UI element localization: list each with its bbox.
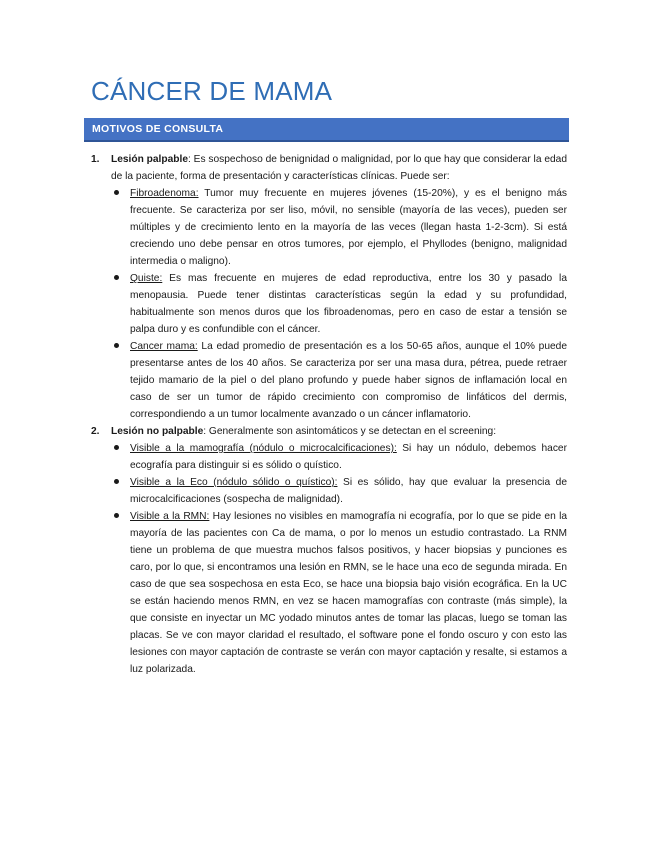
bullet-label: Cancer mama: — [130, 341, 198, 352]
bullet-icon — [114, 445, 119, 450]
item-paragraph — [111, 423, 567, 440]
section-header — [84, 118, 569, 142]
item-label: Lesión palpable — [111, 154, 188, 165]
list-item — [91, 151, 567, 423]
bullet-label: Fibroadenoma: — [130, 188, 199, 199]
bullet-icon — [114, 190, 119, 195]
bullet-text: Tumor muy frecuente en mujeres jóvenes (15-20%), y es el benigno más frecuente. Se caracteriza por ser liso, móvil, no sensible (mayoría de las veces), pueden ser múltiples y de crecimiento lento en la mayoría de las veces (llegan hasta 1-2-3cm). Si está creciendo uno debe pensar en otros tumores, por ejemplo, el Phyllodes (benigno, malignidad intermedia o maligno). — [130, 188, 567, 267]
bullet-text: Hay lesiones no visibles en mamografía ni ecografía, por lo que se pide en la mayoría de las pacientes con Ca de mama, o por lo menos un estudio contrastado. La RNM tiene un problema de que muestra muchos falsos positivos, y hacer biopsias y punciones es caro, por lo que, si encontramos una lesión en RMN, se le hace una eco de segunda mirada. En caso de que sea sospechosa en esta Eco, se hace una biopsia bajo visión ecográfica. En la UC se están haciendo menos RMN, en vez se hacen mamografías con contraste (más simple), la que consiste en inyectar un MC yodado minutos antes de tomar las placas, luego se toman las placas. Se ve con mayor claridad el resultado, el software pone el fondo oscuro y con esto las lesiones con mayor captación de contraste se verán con mayor captación y resalte, si estamos a luz polarizada. — [130, 511, 567, 675]
bullet-item — [111, 338, 567, 423]
item-text: : Generalmente son asintomáticos y se detectan en el screening: — [203, 426, 497, 437]
item-paragraph — [111, 151, 567, 185]
list-item — [91, 423, 567, 678]
bullet-icon — [114, 343, 119, 348]
page-title: CÁNCER DE MAMA — [91, 76, 333, 106]
bullet-text: Es mas frecuente en mujeres de edad reproductiva, entre los 30 y pasado la menopausia. Puede tener distintas características según la edad y su profundidad, habitualmente son menos duros que los fibroadenomas, pero en caso de estar a tensión se palpa duro y es confundible con el cáncer. — [130, 273, 567, 335]
bullet-text: Si es sólido, hay que evaluar la presencia de microcalcificaciones (sospecha de malignidad). — [130, 477, 567, 505]
bullet-label: Quiste: — [130, 273, 163, 284]
bullet-icon — [114, 479, 119, 484]
bullet-item — [111, 474, 567, 508]
document-body — [91, 151, 567, 678]
item-number: 1. — [91, 154, 100, 165]
bullet-label: Visible a la RMN: — [130, 511, 210, 522]
item-text: : Es sospechoso de benignidad o malignidad, por lo que hay que considerar la edad de la paciente, forma de presentación y características clínicas. Puede ser: — [111, 154, 567, 182]
bullet-list — [111, 440, 567, 678]
bullet-item — [111, 185, 567, 270]
bullet-icon — [114, 513, 119, 518]
bullet-item — [111, 270, 567, 338]
bullet-text: Si hay un nódulo, debemos hacer ecografía para distinguir si es sólido o quístico. — [130, 443, 567, 471]
bullet-item — [111, 440, 567, 474]
bullet-text: La edad promedio de presentación es a los 50-65 años, aunque el 10% puede presentarse antes de los 40 años. Se caracteriza por ser una masa dura, pétrea, puede retraer tejido mamario de la piel o del plano profundo y puede haber signos de inflamación local en caso de ser un tumor de rápido crecimiento con compromiso de linfáticos del dermis, correspondiendo a un tumor localmente avanzado o un cáncer inflamatorio. — [130, 341, 567, 420]
item-label: Lesión no palpable — [111, 426, 204, 437]
bullet-item — [111, 508, 567, 678]
bullet-list — [111, 185, 567, 423]
item-number: 2. — [91, 426, 100, 437]
section-header-label: MOTIVOS DE CONSULTA — [92, 123, 224, 135]
bullet-icon — [114, 275, 119, 280]
bullet-label: Visible a la Eco (nódulo sólido o quístico): — [130, 477, 338, 488]
bullet-label: Visible a la mamografía (nódulo o microcalcificaciones): — [130, 443, 397, 454]
